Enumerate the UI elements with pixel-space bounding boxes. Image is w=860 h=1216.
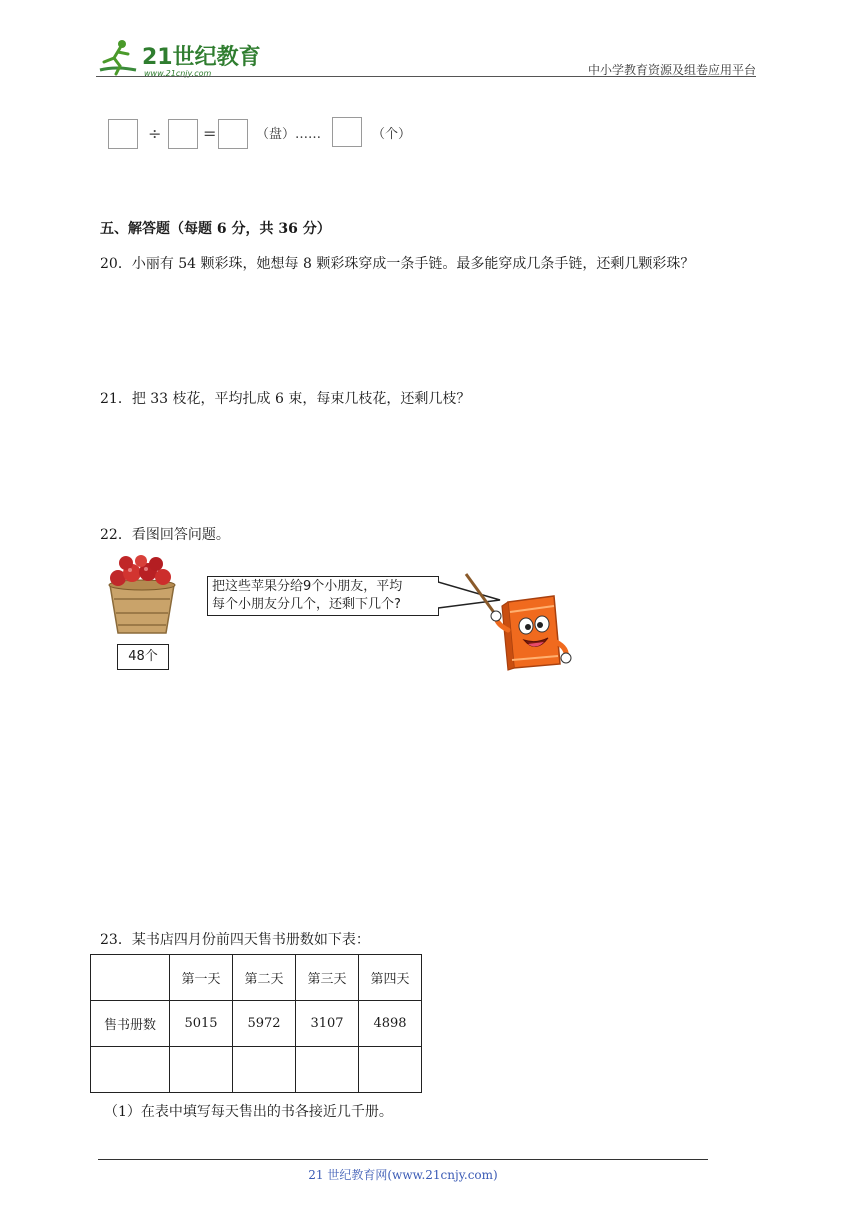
unit-plate-label: （盘）…… [256, 127, 322, 142]
table-header-cell [91, 955, 170, 1001]
sales-table [90, 954, 422, 1093]
svg-text:21世纪教育: 21世纪教育 [142, 45, 261, 70]
answer-box-remainder[interactable] [332, 117, 362, 147]
table-answer-label [91, 1047, 170, 1093]
table-header-cell: 第四天 [359, 955, 422, 1001]
apple-count-label: 48个 [117, 644, 169, 670]
table-answer-cell[interactable] [296, 1047, 359, 1093]
answer-box-quotient[interactable] [218, 119, 248, 149]
table-cell: 5972 [233, 1001, 296, 1047]
table-cell: 4898 [359, 1001, 422, 1047]
table-header-cell: 第三天 [296, 955, 359, 1001]
site-logo [96, 36, 266, 80]
apple-basket-image [104, 555, 180, 637]
table-row [91, 1001, 422, 1047]
sub-question-1: （1）在表中填写每天售出的书各接近几千册。 [104, 1104, 393, 1120]
table-answer-cell[interactable] [170, 1047, 233, 1093]
table-header-cell: 第一天 [170, 955, 233, 1001]
header-platform-text: 中小学教育资源及组卷应用平台 [587, 63, 756, 77]
table-answer-row [91, 1047, 422, 1093]
runner-icon [96, 36, 266, 80]
answer-box-divisor[interactable] [168, 119, 198, 149]
footer-text[interactable]: 21 世纪教育网(www.21cnjy.com) [308, 1168, 498, 1182]
section-title: 五、解答题（每题 6 分，共 36 分） [100, 221, 331, 237]
table-answer-cell[interactable] [359, 1047, 422, 1093]
equals-sign: = [203, 124, 217, 143]
speech-bubble [207, 576, 439, 616]
table-header-row [91, 955, 422, 1001]
table-row-label: 售书册数 [91, 1001, 170, 1047]
answer-box-dividend[interactable] [108, 119, 138, 149]
unit-item-label: （个） [372, 127, 412, 142]
header-divider [96, 76, 756, 77]
speech-line-1: 把这些苹果分给9个小朋友，平均 [212, 579, 403, 594]
table-answer-cell[interactable] [233, 1047, 296, 1093]
footer-divider [98, 1159, 708, 1160]
divide-sign: ÷ [148, 124, 162, 143]
book-character-image [462, 572, 580, 672]
speech-line-2: 每个小朋友分几个，还剩下几个? [212, 597, 401, 612]
question-20: 20．小丽有 54 颗彩珠，她想每 8 颗彩珠穿成一条手链。最多能穿成几条手链，还剩几颗彩珠？ [100, 256, 695, 272]
question-21: 21．把 33 枝花，平均扎成 6 束，每束几枝花，还剩几枝？ [100, 391, 471, 407]
table-header-cell: 第二天 [233, 955, 296, 1001]
question-23: 23．某书店四月份前四天售书册数如下表： [100, 932, 370, 948]
table-cell: 5015 [170, 1001, 233, 1047]
question-22: 22．看图回答问题。 [100, 527, 230, 543]
table-cell: 3107 [296, 1001, 359, 1047]
svg-text:www.21cnjy.com: www.21cnjy.com [144, 69, 212, 78]
